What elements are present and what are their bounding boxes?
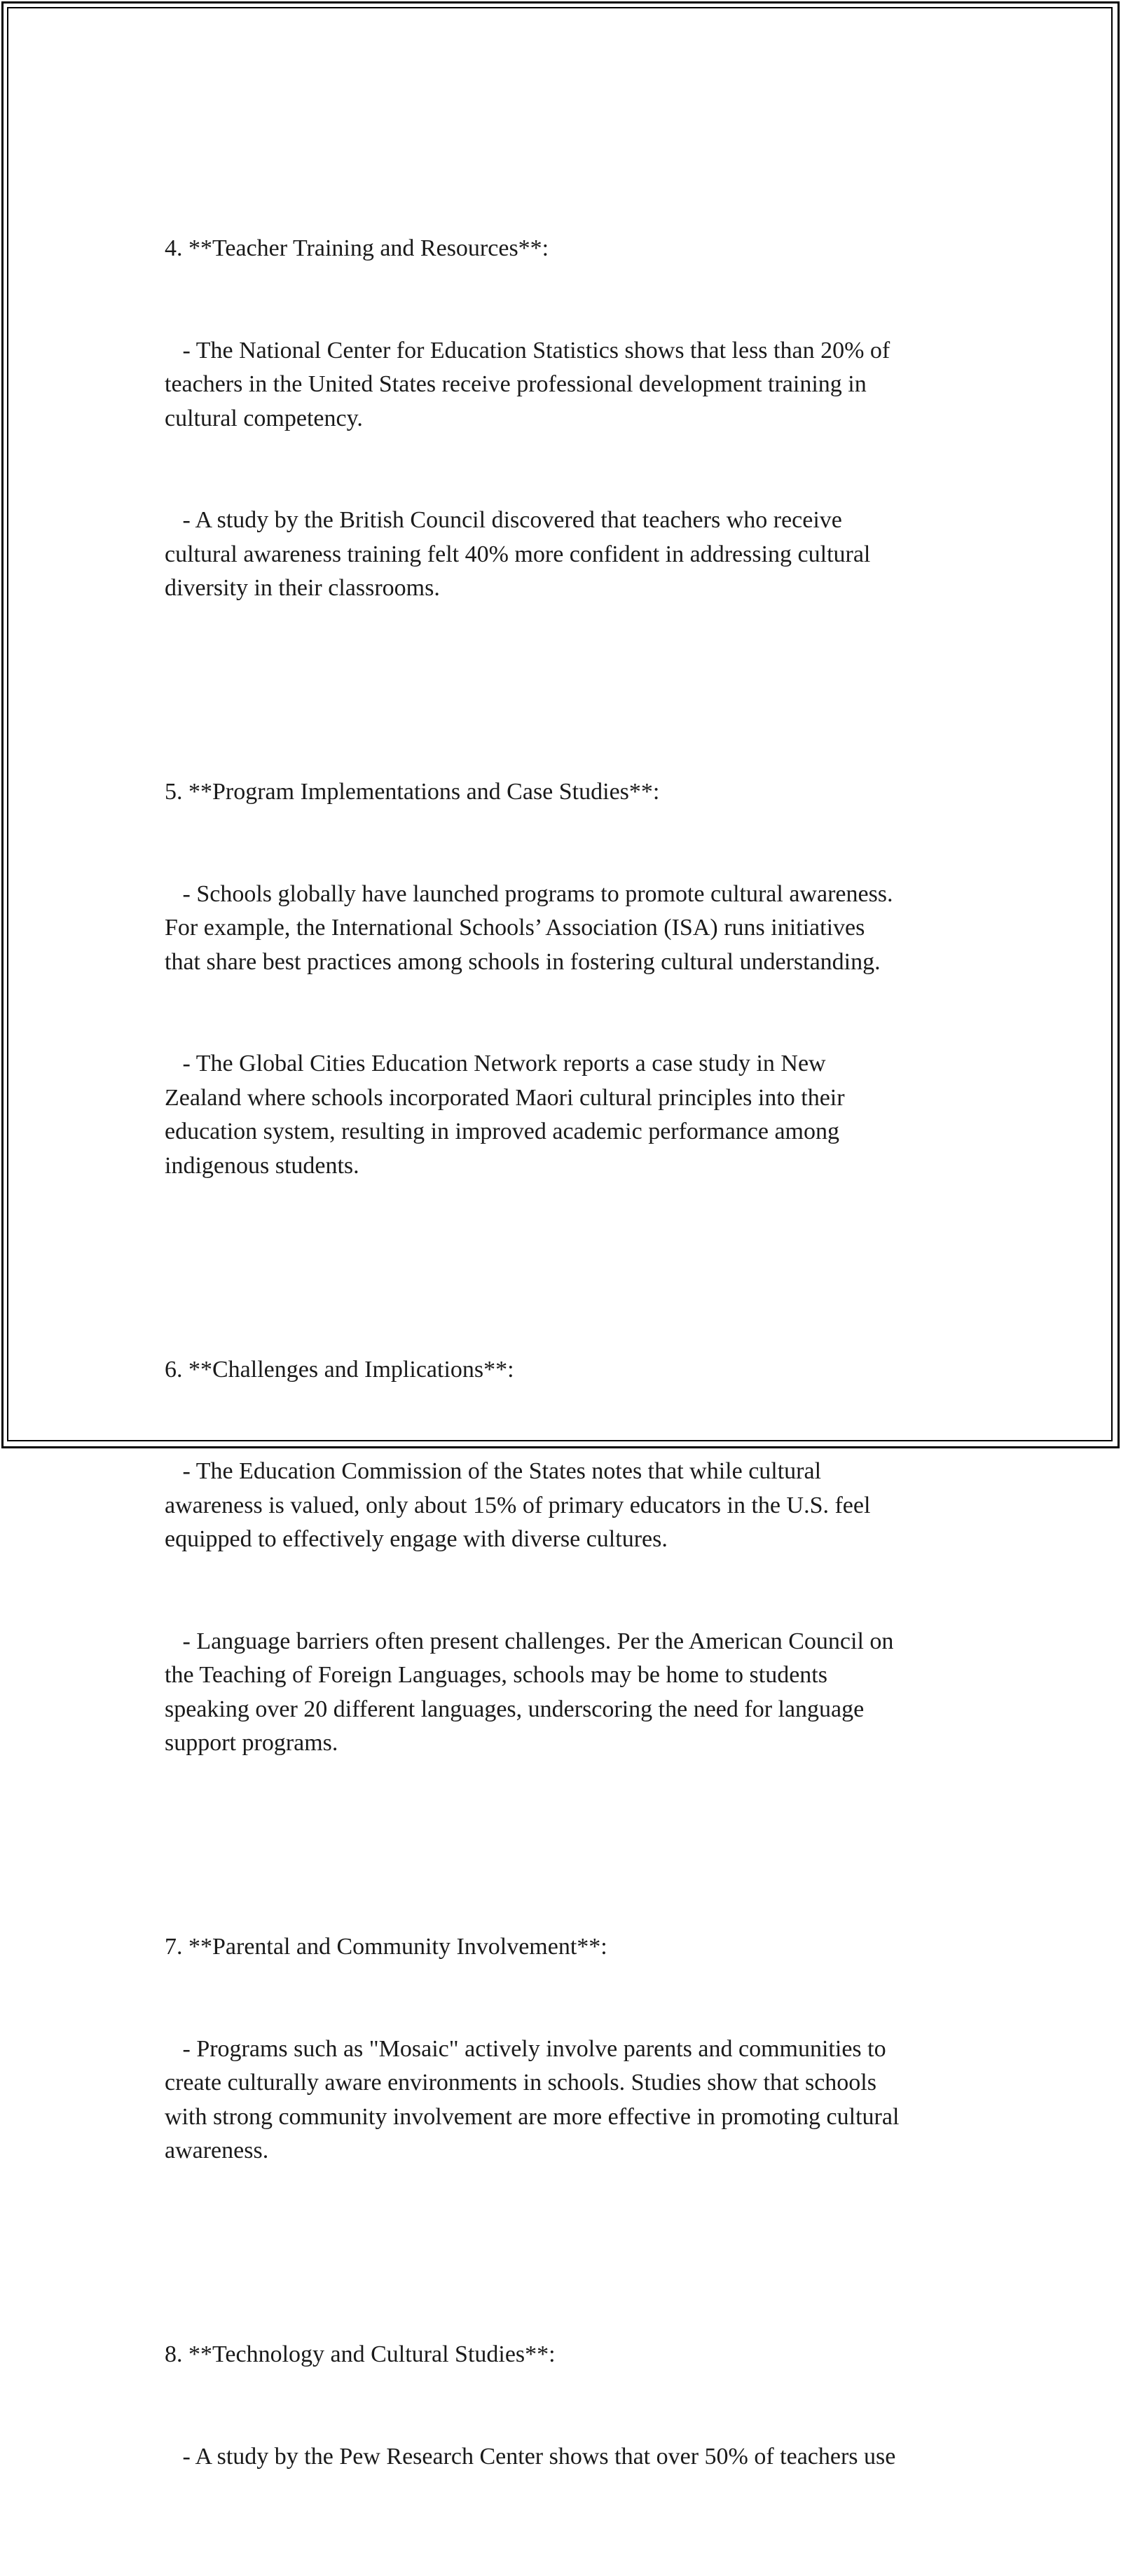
section-parental-involvement [165, 1862, 977, 2236]
bullet-item: - Schools globally have launched programs to promote cultural awareness. For example, the International Schools’ Association (ISA) runs initiatives that share best practices among schools in fostering cultural understanding. [165, 880, 893, 975]
section-heading: 4. **Teacher Training and Resources**: [165, 235, 549, 261]
section-heading: 5. **Program Implementations and Case Studies**: [165, 779, 660, 805]
bullet-item: - The National Center for Education Statistics shows that less than 20% of teachers in the United States receive professional development training in cultural competency. [165, 337, 890, 431]
bullet-item: - A study by the British Council discovered that teachers who receive cultural awareness training felt 40% more confident in addressing cultural diversity in their classrooms. [165, 507, 871, 601]
section-heading: 6. **Challenges and Implications**: [165, 1356, 514, 1383]
document-body [165, 164, 977, 2576]
bullet-item: - The Global Cities Education Network reports a case study in New Zealand where schools incorporated Maori cultural principles into their education system, resulting in improved academic performance among indigenous students. [165, 1051, 845, 1179]
bullet-item: - A study by the Pew Research Center shows that over 50% of teachers use [165, 2443, 896, 2470]
section-heading: 8. **Technology and Cultural Studies**: [165, 2341, 556, 2367]
section-teacher-training [165, 164, 977, 674]
bullet-item: - Language barriers often present challenges. Per the American Council on the Teaching of Foreign Languages, schools may be home to students speaking over 20 different languages, underscoring the need for language support programs. [165, 1628, 894, 1756]
bullet-item: - The Education Commission of the States notes that while cultural awareness is valued, only about 15% of primary educators in the U.S. feel equipped to effectively engage with diverse cultures. [165, 1458, 871, 1552]
bullet-item: - Programs such as "Mosaic" actively involve parents and communities to create culturally aware environments in schools. Studies show that schools with strong community involvement are more effective in promoting cultural awareness. [165, 2035, 900, 2163]
section-technology [165, 2270, 977, 2542]
section-heading: 7. **Parental and Community Involvement**: [165, 1934, 607, 1960]
section-program-implementations [165, 707, 977, 1251]
section-challenges [165, 1285, 977, 1829]
